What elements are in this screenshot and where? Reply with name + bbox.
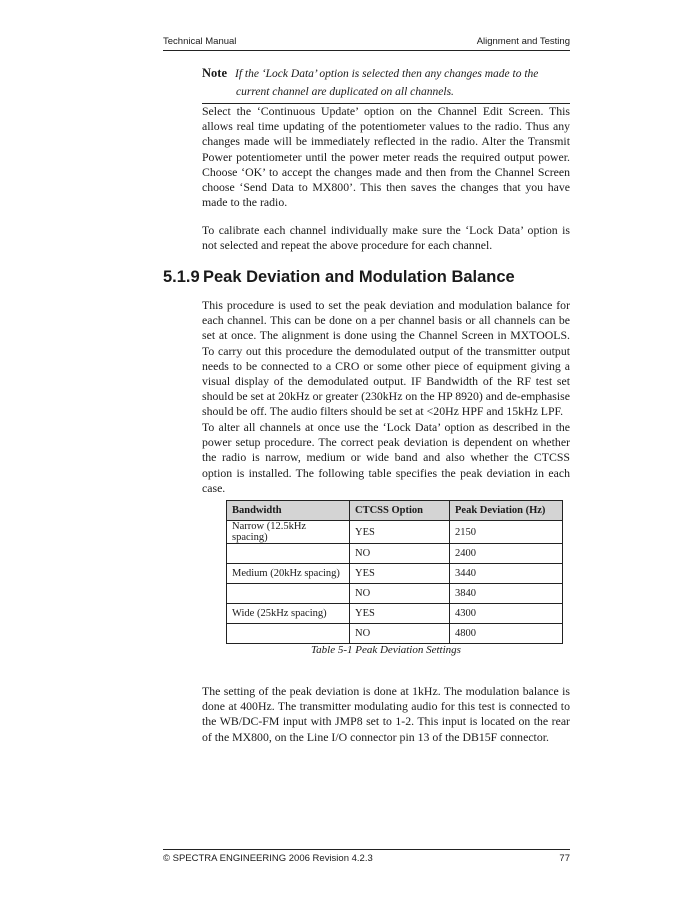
table-caption: Table 5-1 Peak Deviation Settings xyxy=(311,644,461,656)
cell-ctcss: NO xyxy=(350,584,450,604)
cell-deviation: 3840 xyxy=(450,584,563,604)
page-number: 77 xyxy=(559,853,570,864)
paragraph-continuous-update: Select the ‘Continuous Update’ option on the Channel Edit Screen. This allows real time updating of the potentiometer values to the radio. Thus any changes made will be immediately reflected in the radio. Alter the Transmit Power potentiometer until the power meter reads the required output power. Choose ‘OK’ to accept the changes made and then from the Channel Screen choose ‘Send Data to MX800’. This then saves the changes that you have made to the radio. xyxy=(202,104,570,210)
header-bandwidth: Bandwidth xyxy=(227,501,350,521)
cell-ctcss: NO xyxy=(350,624,450,644)
note-line-1: If the ‘Lock Data’ option is selected then any changes made to the xyxy=(235,68,539,80)
footer-copyright: © SPECTRA ENGINEERING 2006 Revision 4.2.3 xyxy=(163,853,373,864)
table-row xyxy=(227,584,563,604)
cell-bandwidth xyxy=(227,544,350,564)
cell-ctcss: NO xyxy=(350,544,450,564)
peak-deviation-table xyxy=(226,500,563,644)
table-row xyxy=(227,624,563,644)
section-number: 5.1.9 xyxy=(163,268,200,286)
table-row xyxy=(227,521,563,544)
paragraph-calibrate-channel: To calibrate each channel individually make sure the ‘Lock Data’ option is not selected and repeat the above procedure for each channel. xyxy=(202,223,570,253)
header-left: Technical Manual xyxy=(163,36,237,47)
header-right: Alignment and Testing xyxy=(476,36,570,47)
header-ctcss: CTCSS Option xyxy=(350,501,450,521)
paragraph-procedure: This procedure is used to set the peak deviation and modulation balance for each channel. This can be done on a per channel basis or all channels can be set at once. The alignment is done using the Channel Screen in MXTOOLS. To carry out this procedure the demodulated output of the transmitter output needs to be connected to a CRO or some other piece of equipment giving a visual display of the demodulated output. IF Bandwidth of the RF test set should be set at 20kHz or greater (230kHz on the HP 8920) and de-emphasise should be off. The audio filters should be set at <20Hz HPF and 15kHz LPF. xyxy=(202,298,570,419)
cell-ctcss: YES xyxy=(350,604,450,624)
cell-bandwidth: Wide (25kHz spacing) xyxy=(227,604,350,624)
cell-bandwidth: Medium (20kHz spacing) xyxy=(227,564,350,584)
cell-deviation: 2150 xyxy=(450,521,563,544)
note-line-2: current channel are duplicated on all channels. xyxy=(236,86,454,98)
cell-ctcss: YES xyxy=(350,521,450,544)
page-header xyxy=(163,36,570,51)
cell-bandwidth xyxy=(227,584,350,604)
note-label: Note xyxy=(202,66,227,80)
paragraph-alter-channels: To alter all channels at once use the ‘Lock Data’ option as described in the power setup procedure. The correct peak deviation is dependent on whether the radio is narrow, medium or wide band and also whether the CTCSS option is installed. The following table specifies the peak deviation in each case. xyxy=(202,420,570,495)
note-box xyxy=(202,64,570,104)
cell-bandwidth xyxy=(227,624,350,644)
cell-bandwidth: Narrow (12.5kHz spacing) xyxy=(227,521,350,544)
table-row xyxy=(227,564,563,584)
section-heading xyxy=(163,268,515,287)
header-peak-deviation: Peak Deviation (Hz) xyxy=(450,501,563,521)
section-title: Peak Deviation and Modulation Balance xyxy=(203,268,515,286)
paragraph-deviation-setting: The setting of the peak deviation is done at 1kHz. The modulation balance is done at 400Hz. The transmitter modulating audio for this test is connected to the WB/DC-FM input with JMP8 set to 1-2. This input is located on the rear of the MX800, on the Line I/O connector pin 13 of the DB15F connector. xyxy=(202,684,570,744)
cell-ctcss: YES xyxy=(350,564,450,584)
table-row xyxy=(227,544,563,564)
cell-deviation: 2400 xyxy=(450,544,563,564)
cell-deviation: 4800 xyxy=(450,624,563,644)
table-row xyxy=(227,604,563,624)
table-header-row xyxy=(227,501,563,521)
page-footer xyxy=(163,849,570,864)
cell-deviation: 3440 xyxy=(450,564,563,584)
cell-deviation: 4300 xyxy=(450,604,563,624)
